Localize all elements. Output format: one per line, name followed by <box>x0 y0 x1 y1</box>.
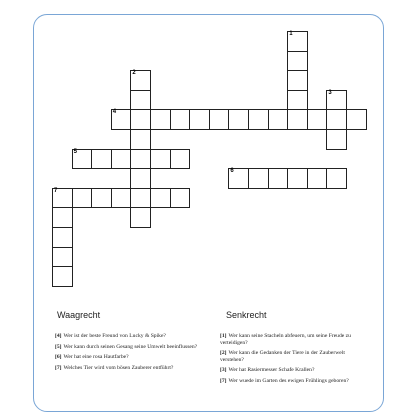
crossword-cell[interactable] <box>52 188 73 209</box>
crossword-cell[interactable] <box>228 109 249 130</box>
crossword-cell[interactable] <box>287 90 308 111</box>
crossword-cell[interactable] <box>170 149 191 170</box>
cell-number: 4 <box>112 109 117 116</box>
across-clue-list <box>55 333 215 375</box>
crossword-cell[interactable] <box>91 149 112 170</box>
crossword-cell[interactable] <box>130 188 151 209</box>
crossword-cell[interactable] <box>130 70 151 91</box>
crossword-cell[interactable] <box>72 149 93 170</box>
crossword-cell[interactable] <box>52 266 73 287</box>
crossword-cell[interactable] <box>346 109 367 130</box>
across-heading: Waagrecht <box>57 310 101 320</box>
crossword-cell[interactable] <box>130 90 151 111</box>
crossword-cell[interactable] <box>326 90 347 111</box>
crossword-cell[interactable] <box>326 168 347 189</box>
crossword-cell[interactable] <box>326 109 347 130</box>
down-heading: Senkrecht <box>226 310 267 320</box>
crossword-cell[interactable] <box>287 109 308 130</box>
crossword-cell[interactable] <box>150 109 171 130</box>
cell-number: 1 <box>289 31 293 37</box>
crossword-cell[interactable] <box>170 109 191 130</box>
across-clue: [7] Welches Tier wird vom bösen Zauberer entführt? <box>55 364 174 371</box>
across-clue: [5] Wer kann durch seinen Gesang seine Umwelt beeinflussen? <box>55 343 198 350</box>
across-clue: [6] Wer hat eine rosa Hautfarbe? <box>55 354 129 360</box>
down-clue: [2] Wer kann die Gedanken der Tiere in der Zauberwelt verstehen? <box>220 350 345 363</box>
crossword-cell[interactable] <box>189 109 210 130</box>
crossword-cell[interactable] <box>268 168 289 189</box>
crossword-cell[interactable] <box>111 109 132 130</box>
crossword-cell[interactable] <box>287 70 308 91</box>
crossword-cell[interactable] <box>111 188 132 209</box>
crossword-cell[interactable] <box>150 188 171 209</box>
down-clue: [7] Wer wuede im Garten des ewigen Frühlings geboren? <box>220 377 349 384</box>
crossword-cell[interactable] <box>72 188 93 209</box>
cell-number: 2 <box>132 70 136 77</box>
crossword-cell[interactable] <box>307 168 328 189</box>
crossword-cell[interactable] <box>209 109 230 130</box>
crossword-cell[interactable] <box>130 149 151 170</box>
across-clue: [4] Wer ist der beste Freund von Lucky & Spike? <box>55 333 166 339</box>
crossword-cell[interactable] <box>52 227 73 248</box>
crossword-cell[interactable] <box>130 109 151 130</box>
crossword-cell[interactable] <box>287 168 308 189</box>
crossword-cell[interactable] <box>268 109 289 130</box>
crossword-cell[interactable] <box>307 109 328 130</box>
crossword-cell[interactable] <box>130 168 151 189</box>
crossword-cell[interactable] <box>326 129 347 150</box>
crossword-cell[interactable] <box>248 109 269 130</box>
crossword-cell[interactable] <box>52 207 73 228</box>
crossword-cell[interactable] <box>287 31 308 52</box>
cell-number: 5 <box>73 148 77 155</box>
crossword-cell[interactable] <box>228 168 249 189</box>
crossword-cell[interactable] <box>287 51 308 72</box>
cell-number: 7 <box>54 187 58 194</box>
crossword-cell[interactable] <box>170 188 191 209</box>
crossword-cell[interactable] <box>111 149 132 170</box>
crossword-cell[interactable] <box>248 168 269 189</box>
crossword-cell[interactable] <box>91 188 112 209</box>
crossword-cell[interactable] <box>52 247 73 268</box>
cell-number: 3 <box>328 89 332 96</box>
crossword-cell[interactable] <box>150 149 171 170</box>
down-clue: [3] Wer hat Rasiermesser Schafe Krallen? <box>220 367 315 373</box>
crossword-cell[interactable] <box>130 207 151 228</box>
cell-number: 6 <box>230 168 234 175</box>
crossword-cell[interactable] <box>130 129 151 150</box>
down-clue: [1] Wer kann seine Stacheln abfeuern, um seine Freude zu verteidigen? <box>220 333 351 346</box>
down-clue-list <box>220 333 370 388</box>
